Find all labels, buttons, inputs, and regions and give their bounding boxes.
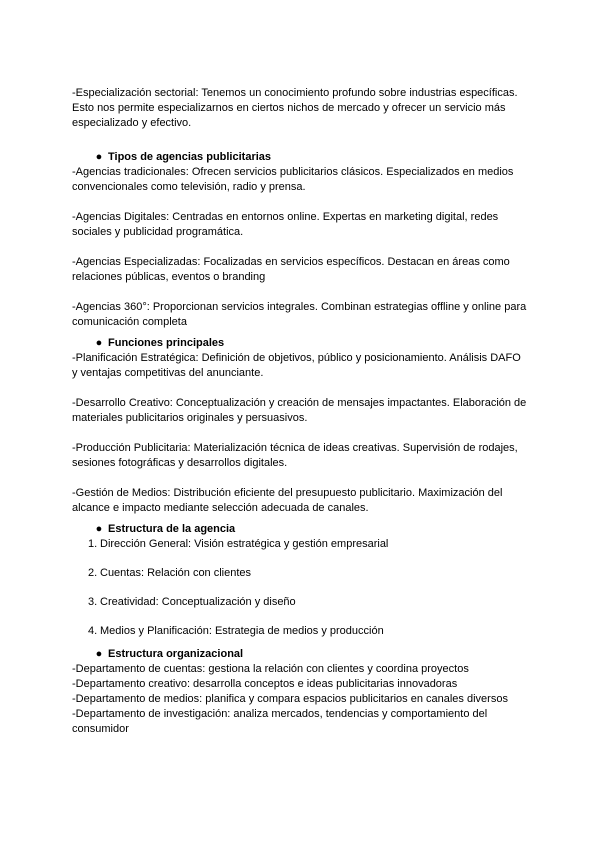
list-item: -Agencias Digitales: Centradas en entornos online. Expertas en marketing digital, redes sociales y publicidad programática. <box>72 211 499 238</box>
numbered-item: 4. Medios y Planificación: Estrategia de medios y producción <box>88 625 384 637</box>
list-item: -Planificación Estratégica: Definición de objetivos, público y posicionamiento. Análisis DAFO y ventajas competitivas del anunciante. <box>72 352 521 379</box>
bullet-icon: ● <box>95 151 103 163</box>
list-item: -Agencias Especializadas: Focalizadas en servicios específicos. Destacan en áreas como relaciones públicas, eventos o branding <box>72 256 510 283</box>
list-item: -Departamento de investigación: analiza mercados, tendencias y comportamiento del consumidor <box>72 708 488 735</box>
numbered-item: 2. Cuentas: Relación con clientes <box>88 567 252 579</box>
section-title: Estructura organizacional <box>108 648 244 660</box>
list-item: -Agencias tradicionales: Ofrecen servicios publicitarios clásicos. Especializados en medios convencionales como televisión, radio y prensa. <box>72 166 514 193</box>
section-heading-tipos <box>72 150 528 165</box>
list-item: -Departamento creativo: desarrolla conceptos e ideas publicitarias innovadoras <box>72 678 458 690</box>
numbered-item: 3. Creatividad: Conceptualización y diseño <box>88 596 296 608</box>
list-item: -Desarrollo Creativo: Conceptualización y creación de mensajes impactantes. Elaboración de materiales publicitarios originales y persuasivos. <box>72 397 527 424</box>
section-heading-funciones <box>72 336 528 351</box>
list-item: -Gestión de Medios: Distribución eficiente del presupuesto publicitario. Maximización del alcance e impacto mediante selección adecuada de canales. <box>72 487 503 514</box>
section-title: Estructura de la agencia <box>108 523 236 535</box>
section-heading-estructura-org <box>72 647 528 662</box>
bullet-icon: ● <box>95 337 103 349</box>
list-item: -Departamento de cuentas: gestiona la relación con clientes y coordina proyectos <box>72 663 469 675</box>
section-title: Funciones principales <box>108 337 225 349</box>
list-item: -Departamento de medios: planifica y compara espacios publicitarios en canales diversos <box>72 693 508 705</box>
list-item: -Agencias 360°: Proporcionan servicios integrales. Combinan estrategias offline y online para comunicación completa <box>72 301 527 328</box>
section-title: Tipos de agencias publicitarias <box>108 151 272 163</box>
intro-paragraph: -Especialización sectorial: Tenemos un conocimiento profundo sobre industrias específicas. Esto nos permite especializarnos en ciertos nichos de mercado y ofrecer un servicio más especializado y efectivo. <box>72 87 518 129</box>
section-heading-estructura-agencia <box>72 522 528 537</box>
list-item: -Producción Publicitaria: Materialización técnica de ideas creativas. Supervisión de rodajes, sesiones fotográficas y desarrollos digitales. <box>72 442 518 469</box>
bullet-icon: ● <box>95 523 103 535</box>
numbered-item: 1. Dirección General: Visión estratégica y gestión empresarial <box>88 538 389 550</box>
bullet-icon: ● <box>95 648 103 660</box>
numbered-list <box>72 537 528 639</box>
